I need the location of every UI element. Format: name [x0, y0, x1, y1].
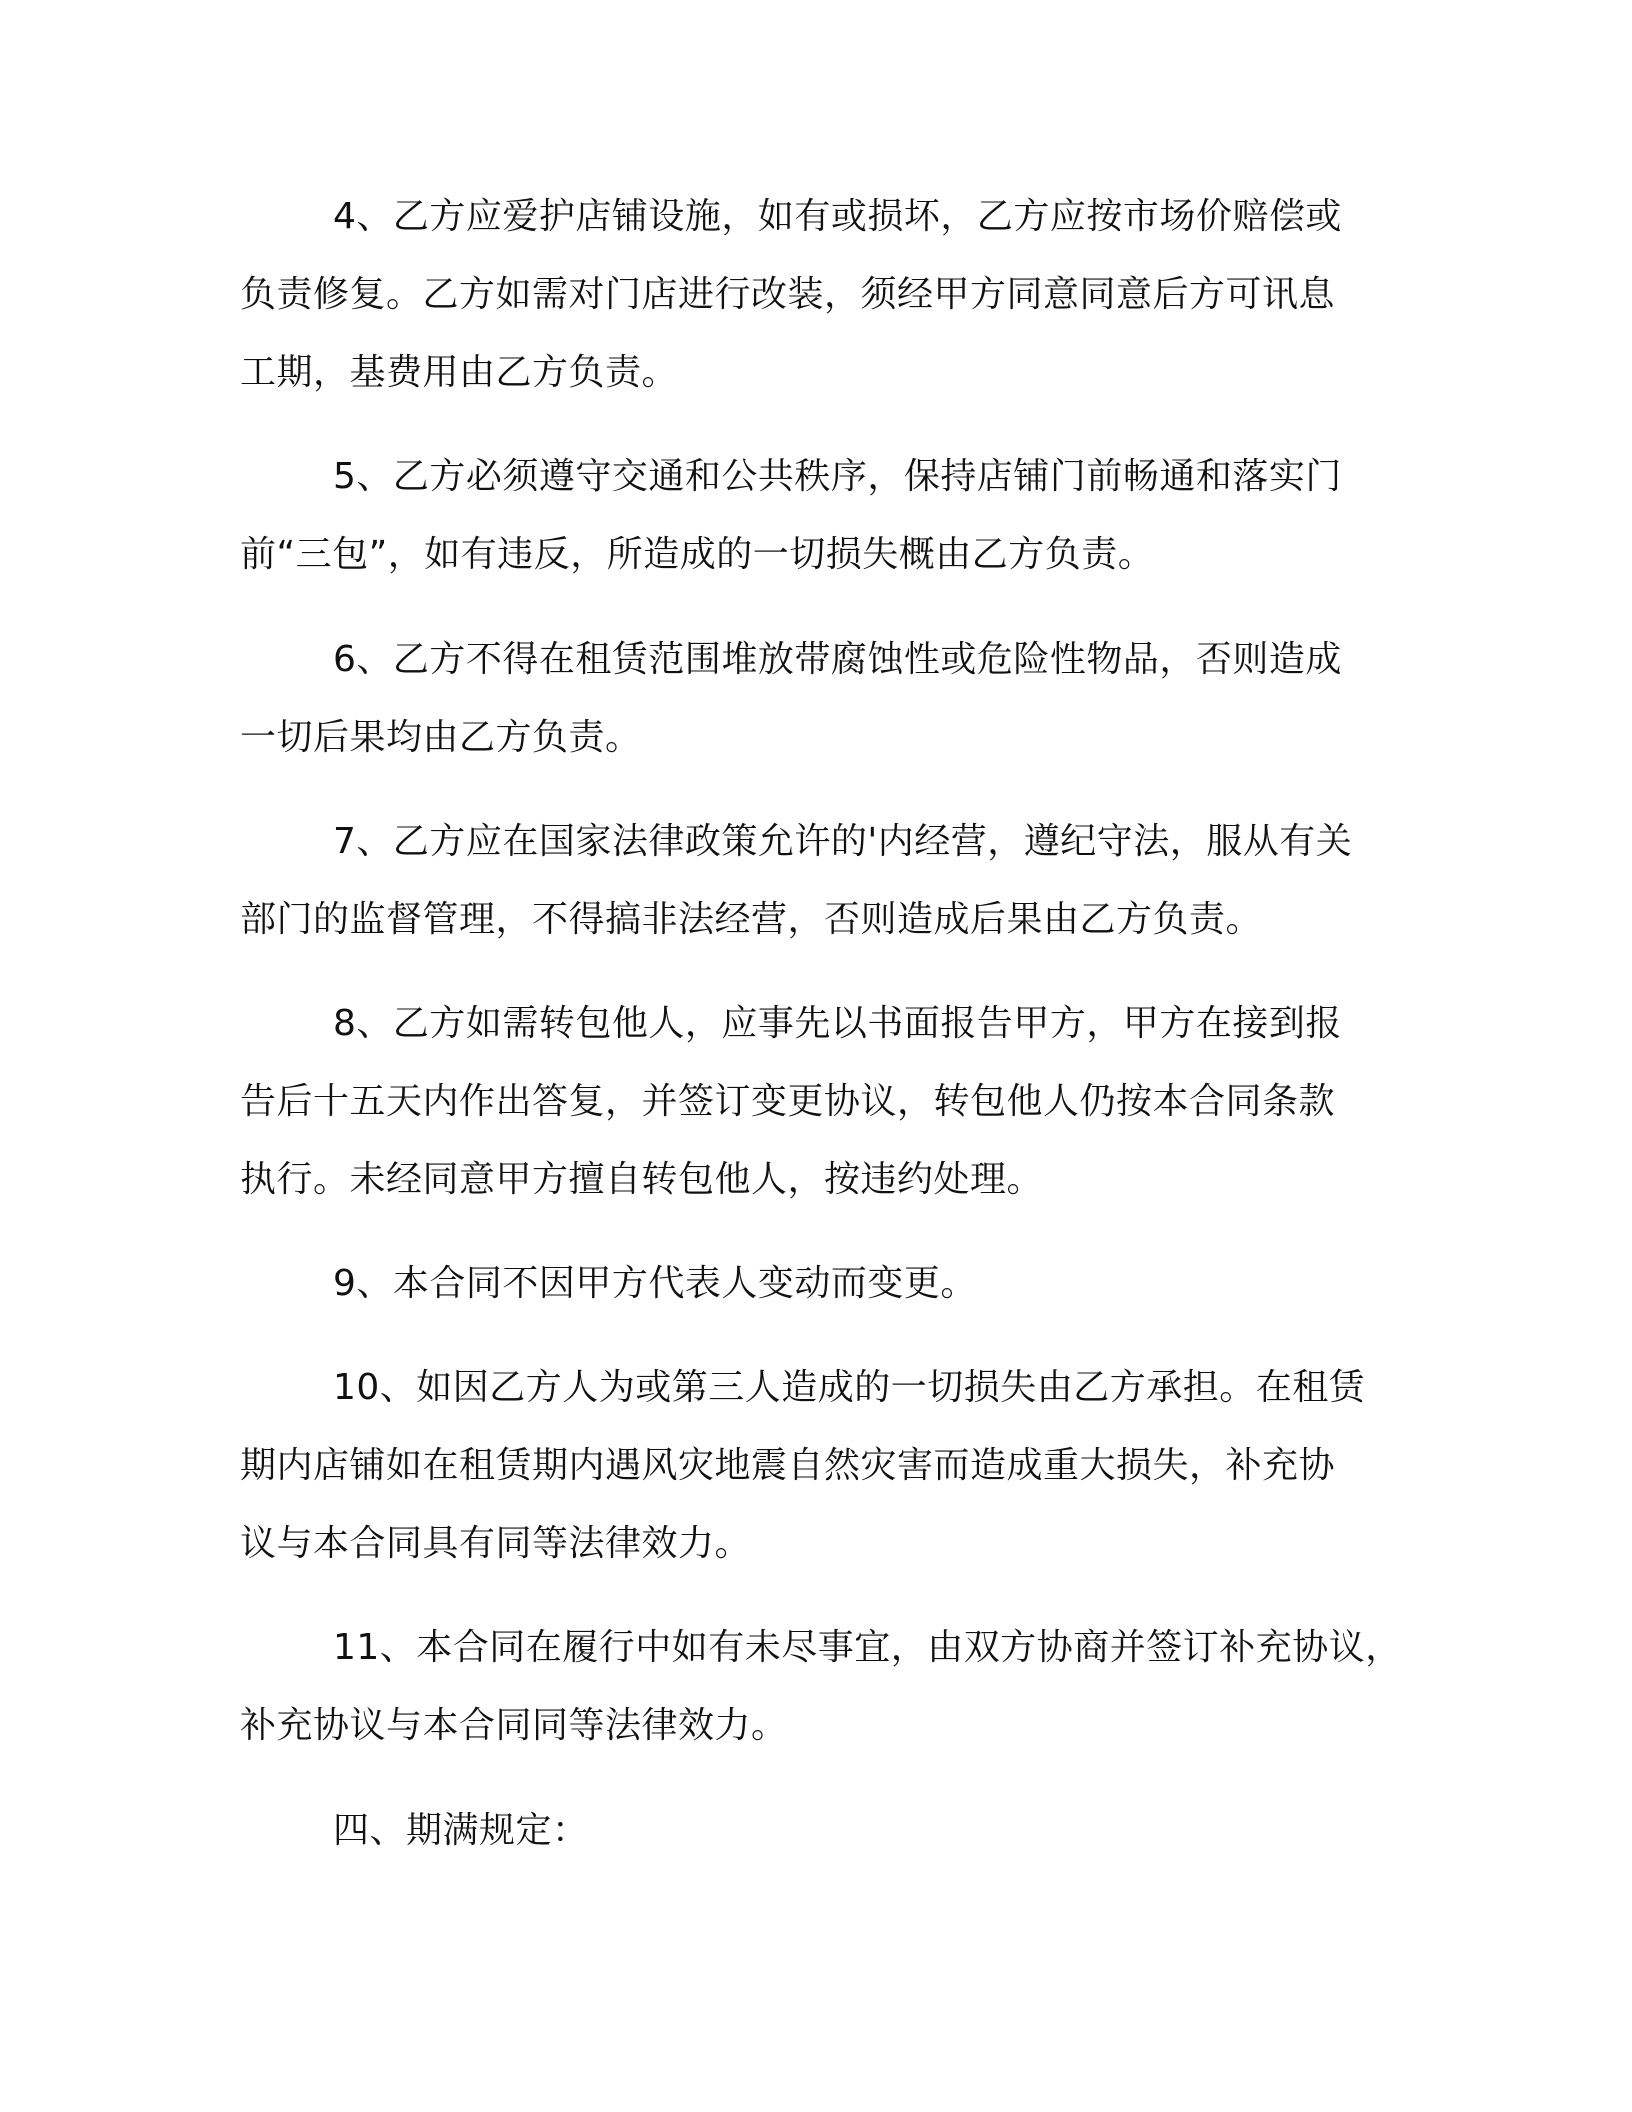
- section-heading-text: 四、期满规定：: [333, 1810, 589, 1851]
- clause-4-paragraph: [240, 178, 1420, 412]
- text-line: 议与本合同具有同等法律效力。: [240, 1523, 752, 1564]
- clause-5-paragraph: [240, 438, 1420, 594]
- text-line: 部门的监督管理，不得搞非法经营，否则造成后果由乙方负责。: [240, 899, 1263, 940]
- clause-6-paragraph: [240, 621, 1420, 777]
- text-line: 10、如因乙方人为或第三人造成的一切损失由乙方承担。在租赁: [333, 1367, 1366, 1408]
- text-line: 4、乙方应爱护店铺设施，如有或损坏，乙方应按市场价赔偿或: [333, 196, 1342, 237]
- text-line: 9、本合同不因甲方代表人变动而变更。: [333, 1263, 977, 1304]
- text-line: 期内店铺如在租赁期内遇风灾地震自然灾害而造成重大损失，补充协: [240, 1445, 1336, 1486]
- clause-7-paragraph: [240, 803, 1420, 959]
- text-line: 负责修复。乙方如需对门店进行改装，须经甲方同意同意后方可讯息: [240, 274, 1336, 315]
- text-line: 8、乙方如需转包他人，应事先以书面报告甲方，甲方在接到报: [333, 1003, 1342, 1044]
- text-line: 工期，基费用由乙方负责。: [240, 352, 679, 393]
- text-line: 前“三包”，如有违反，所造成的一切损失概由乙方负责。: [240, 534, 1155, 575]
- text-line: 告后十五天内作出答复，并签订变更协议，转包他人仍按本合同条款: [240, 1081, 1336, 1122]
- clause-11-paragraph: [240, 1609, 1420, 1765]
- clause-9-paragraph: [240, 1245, 1420, 1323]
- text-line: 11、本合同在履行中如有未尽事宜，由双方协商并签订补充协议，: [333, 1627, 1402, 1668]
- text-line: 7、乙方应在国家法律政策允许的'内经营，遵纪守法，服从有关: [333, 821, 1353, 862]
- clause-8-paragraph: [240, 985, 1420, 1219]
- text-line: 一切后果均由乙方负责。: [240, 717, 642, 758]
- text-line: 6、乙方不得在租赁范围堆放带腐蚀性或危险性物品，否则造成: [333, 639, 1342, 680]
- text-line: 补充协议与本合同同等法律效力。: [240, 1705, 788, 1746]
- text-line: 5、乙方必须遵守交通和公共秩序，保持店铺门前畅通和落实门: [333, 456, 1342, 497]
- text-line: 执行。未经同意甲方擅自转包他人，按违约处理。: [240, 1159, 1044, 1200]
- section-heading: [240, 1792, 1420, 1870]
- clause-10-paragraph: [240, 1349, 1420, 1583]
